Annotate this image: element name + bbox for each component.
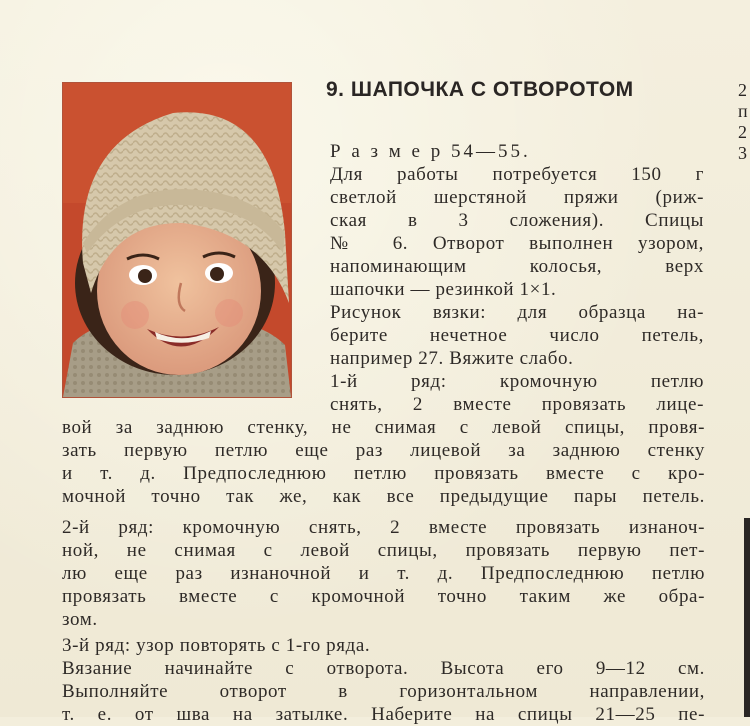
text-line: берите нечетное число петель, (330, 325, 704, 346)
edge-char: 2 (738, 80, 747, 100)
cut-off-adjacent-column (738, 80, 750, 164)
text-line: Р а з м е р 54—55. (330, 141, 531, 162)
page-edge-shadow (744, 518, 750, 717)
text-line: и т. д. Предпоследнюю петлю провязать вместе с кро- (62, 463, 705, 484)
text-line: т. е. от шва на затылке. Наберите на спицы 21—25 пе- (62, 704, 705, 725)
row1-continuation-paragraph (62, 416, 705, 508)
text-line: 1-й ряд: кромочную петлю (330, 371, 704, 392)
text-line: Вязание начинайте с отворота. Высота его 9—12 см. (62, 658, 705, 679)
text-line: Выполняйте отворот в горизонтальном направлении, (62, 681, 705, 702)
edge-char: 3 (738, 143, 747, 163)
row3-and-instructions-paragraph (62, 634, 705, 726)
text-line: светлой шерстяной пряжи (риж- (330, 187, 704, 208)
text-line: 3-й ряд: узор повторять с 1-го ряда. (62, 635, 371, 656)
text-line: провязать вместе с кромочной точно таким же обра- (62, 586, 705, 607)
text-line: ская в 3 сложения). Спицы (330, 210, 704, 231)
text-line: № 6. Отворот выполнен узором, (330, 233, 704, 254)
text-line: вой за заднюю стенку, не снимая с левой спицы, провя- (62, 417, 705, 438)
text-line: Рисунок вязки: для образца на- (330, 302, 704, 323)
edge-char: 2 (738, 122, 747, 142)
text-line: Для работы потребуется 150 г (330, 164, 704, 185)
text-line: ной, не снимая с левой спицы, провязать первую пет- (62, 540, 705, 561)
text-line: 2-й ряд: кромочную снять, 2 вместе провязать изнаноч- (62, 517, 705, 538)
text-line: лю еще раз изнаночной и т. д. Предпоследнюю петлю (62, 563, 705, 584)
text-line: снять, 2 вместе провязать лице- (330, 394, 704, 415)
text-line: мочной точно так же, как все предыдущие пары петель. (62, 486, 705, 507)
text-line: зать первую петлю еще раз лицевой за заднюю стенку (62, 440, 705, 461)
text-line: зом. (62, 609, 98, 630)
text-line: напоминающим колосья, верх (330, 256, 704, 277)
child-in-knitted-hat-illustration (63, 83, 291, 397)
pattern-title: 9. ШАПОЧКА С ОТВОРОТОМ (326, 78, 634, 101)
edge-char: п (738, 101, 748, 121)
text-line: например 27. Вяжите слабо. (330, 348, 574, 369)
right-column-text (330, 140, 704, 416)
row2-paragraph (62, 516, 705, 631)
text-line: шапочки — резинкой 1×1. (330, 279, 557, 300)
child-photo (62, 82, 292, 398)
